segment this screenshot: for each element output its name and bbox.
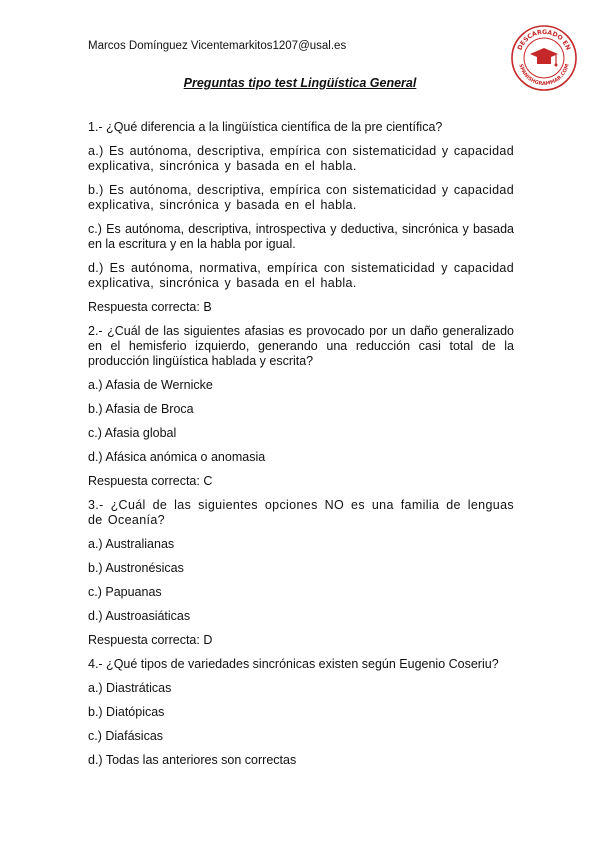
question-1-option-b: b.) Es autónoma, descriptiva, empírica con sistematicidad y capacidad explicativa, sincrónica y basada en el habla. [88,183,514,212]
question-4-option-d: d.) Todas las anteriores son correctas [88,753,297,767]
question-2-answer: Respuesta correcta: C [88,474,213,488]
question-list [88,120,514,777]
question-3: 3.- ¿Cuál de las siguientes opciones NO es una familia de lenguas de Oceanía? [88,498,514,527]
mortarboard-icon [530,48,558,67]
question-1-answer: Respuesta correcta: B [88,300,212,314]
question-2-option-b: b.) Afasia de Broca [88,402,194,416]
question-3-option-b: b.) Austronésicas [88,561,184,575]
question-2: 2.- ¿Cuál de las siguientes afasias es provocado por un daño generalizado en el hemisferio izquierdo, generando una reducción casi total de la producción lingüística hablada y escrita? [88,324,514,368]
question-1: 1.- ¿Qué diferencia a la lingüística científica de la pre científica? [88,120,443,134]
header-author: Marcos Domínguez Vicentemarkitos1207@usal.es [88,40,347,52]
question-2-option-c: c.) Afasia global [88,426,177,440]
question-4: 4.- ¿Qué tipos de variedades sincrónicas existen según Eugenio Coseriu? [88,657,499,671]
question-3-answer: Respuesta correcta: D [88,633,213,647]
stamp-text-bottom: SPANISHGRAMMAR.COM [517,63,571,88]
question-3-option-d: d.) Austroasiáticas [88,609,191,623]
document-title: Preguntas tipo test Lingüística General [183,76,417,90]
question-1-option-a: a.) Es autónoma, descriptiva, empírica con sistematicidad y capacidad explicativa, sincrónica y basada en el habla. [88,144,514,173]
question-4-option-a: a.) Diastráticas [88,681,172,695]
question-2-option-d: d.) Afásica anómica o anomasia [88,450,266,464]
question-1-option-c: c.) Es autónoma, descriptiva, introspectiva y deductiva, sincrónica y basada en la escritura y en la habla por igual. [88,222,514,251]
question-1-option-d: d.) Es autónoma, normativa, empírica con sistematicidad y capacidad explicativa, sincrónica y basada en el habla. [88,261,514,290]
question-4-option-b: b.) Diatópicas [88,705,165,719]
question-3-option-c: c.) Papuanas [88,585,162,599]
question-3-option-a: a.) Australianas [88,537,175,551]
stamp-text-top: DESCARGADO EN [516,28,572,52]
question-2-option-a: a.) Afasia de Wernicke [88,378,213,392]
question-4-option-c: c.) Diafásicas [88,729,164,743]
